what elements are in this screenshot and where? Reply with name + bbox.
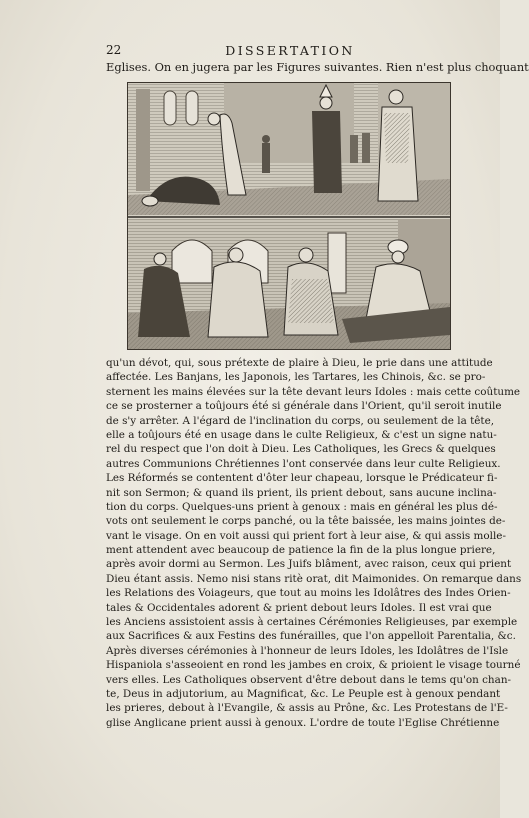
text-line: vots ont seulement le corps panché, ou la tête baissée, les mains jointes de- (106, 515, 506, 528)
text-line: qu'un dévot, qui, sous prétexte de plaire à Dieu, le prie dans une attitude (106, 357, 493, 369)
text-line: vant le visage. On en voit aussi qui prient fort à leur aise, & qui assis molle- (106, 529, 506, 542)
text-line: te, Deus in adjutorium, au Magnificat, &c. Le Peuple est à genoux pendant (106, 687, 501, 700)
engraved-plate (127, 82, 451, 350)
text-line: les Relations des Voiageurs, que tout au moins les Idolâtres des Indes Orien- (106, 587, 511, 600)
text-line: tales & Occidentales adorent & prient debout leurs Idoles. Il est vrai que (106, 601, 492, 614)
text-line: les prieres, debout à l'Evangile, & assis au Prône, &c. Les Protestans de l'E- (106, 702, 508, 715)
text-line: glise Anglicane prient aussi à genoux. L'ordre de toute l'Eglise Chrétienne (106, 716, 500, 729)
page-header (106, 43, 474, 59)
opening-line: Eglises. On en jugera par les Figures suivantes. Rien n'est plus choquant (106, 60, 529, 74)
text-line: sternent les mains élevées sur la tête devant leurs Idoles : mais cette coûtume (106, 385, 521, 398)
text-line: Après diverses cérémonies à l'honneur de leurs Idoles, les Idolâtres de l'Isle (106, 644, 509, 657)
engraving-illustration (128, 83, 450, 349)
text-line: ce se prosterner a toûjours été si générale dans l'Orient, qu'il seroit inutile (106, 400, 502, 413)
text-line: rel du respect que l'on doit à Dieu. Les Catholiques, les Grecs & quelques (106, 443, 496, 456)
page-number: 22 (106, 43, 122, 57)
text-line: elle a toûjours été en usage dans le culte Religieux, & c'est un signe natu- (106, 428, 497, 441)
text-line: nit son Sermon; & quand ils prient, ils prient debout, sans aucune inclina- (106, 486, 497, 499)
text-line: Dieu étant assis. Nemo nisi stans ritè orat, dit Maimonides. On remarque dans (106, 572, 522, 585)
text-line: affectée. Les Banjans, les Japonois, les Tartares, les Chinois, &c. se pro- (106, 371, 486, 384)
text-line: aux Sacrifices & aux Festins des funérailles, que l'on appelloit Parentalia, &c. (106, 630, 516, 643)
upper-scene (128, 83, 450, 215)
body-text (106, 356, 522, 730)
lower-scene (128, 219, 450, 349)
text-line: tion du corps. Quelques-uns prient à genoux : mais en général les plus dé- (106, 500, 498, 513)
text-line: Les Réformés se contentent d'ôter leur chapeau, lorsque le Prédicateur fi- (106, 472, 498, 485)
text-line: vers elles. Les Catholiques observent d'être debout dans le tems qu'on chan- (106, 673, 512, 686)
text-line: autres Communions Chrétiennes l'ont conservée dans leur culte Religieux. (106, 457, 501, 470)
text-line: de s'y arrêter. A l'égard de l'inclination du corps, ou seulement de la tête, (106, 414, 495, 427)
text-line: les Anciens assistoient assis à certaines Cérémonies Religieuses, par exemple (106, 616, 518, 629)
running-title: DISSERTATION (225, 43, 355, 58)
text-line: ment attendent avec beaucoup de patience la fin de la plus longue priere, (106, 544, 496, 557)
text-line: après avoir dormi au Sermon. Les Juifs blâment, avec raison, ceux qui prient (106, 558, 512, 571)
text-line: Hispaniola s'asseoient en rond les jambes en croix, & prioient le visage tourné (106, 659, 521, 672)
